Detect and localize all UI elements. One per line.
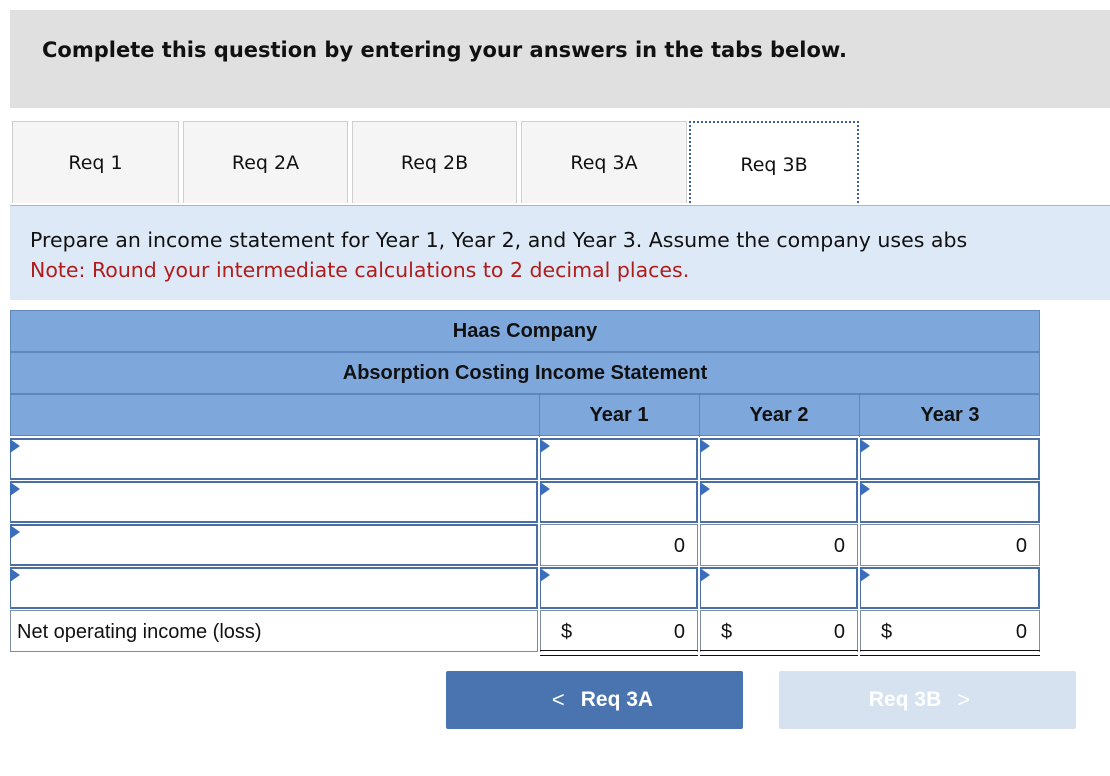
net-income-year3-value: 0 (1015, 621, 1027, 643)
statement-title-row (10, 352, 1040, 394)
column-year-3: Year 3 (920, 404, 980, 426)
double-underline (540, 650, 698, 656)
currency-symbol: $ (881, 621, 893, 643)
double-underline (700, 650, 858, 656)
currency-symbol: $ (561, 621, 573, 643)
tab-req-2a[interactable]: Req 2A (183, 121, 348, 203)
tab-req-2b[interactable]: Req 2B (352, 121, 517, 203)
table-row (10, 524, 1040, 566)
column-year-2: Year 2 (749, 404, 809, 426)
table-row (10, 481, 1040, 523)
row3-year1-value (540, 524, 698, 566)
tab-req-3a[interactable]: Req 3A (521, 121, 687, 203)
table-row (10, 567, 1040, 609)
next-button-label: Req 3B (868, 688, 942, 711)
row4-year3-input[interactable] (860, 567, 1040, 609)
row1-year3-input[interactable] (860, 438, 1040, 480)
net-income-row (10, 610, 1040, 652)
net-income-year2-value: 0 (833, 621, 845, 643)
instruction-text: Prepare an income statement for Year 1, Year 2, and Year 3. Assume the company uses abs (30, 228, 968, 252)
net-income-year3 (860, 610, 1040, 652)
statement-title: Absorption Costing Income Statement (342, 362, 708, 384)
next-req-3b-button[interactable] (779, 671, 1076, 729)
row1-year2-input[interactable] (700, 438, 858, 480)
row2-year1-input[interactable] (540, 481, 698, 523)
company-header-row (10, 310, 1040, 352)
row4-year1-input[interactable] (540, 567, 698, 609)
company-name: Haas Company (452, 320, 598, 342)
column-year-1: Year 1 (589, 404, 649, 426)
prev-req-3a-button[interactable] (446, 671, 743, 729)
rounding-note: Note: Round your intermediate calculations to 2 decimal places. (30, 258, 690, 282)
double-underline (860, 650, 1040, 656)
row3-year3-value (860, 524, 1040, 566)
row3-year2-value (700, 524, 858, 566)
row2-label-dropdown[interactable] (10, 481, 538, 523)
chevron-right-icon: > (957, 687, 971, 712)
net-income-year1 (540, 610, 698, 652)
net-income-label-cell (10, 610, 538, 652)
row3-year3-text: 0 (1015, 535, 1027, 557)
row1-label-dropdown[interactable] (10, 438, 538, 480)
table-row (10, 438, 1040, 480)
row3-label-dropdown[interactable] (10, 524, 538, 566)
row3-year2-text: 0 (833, 535, 845, 557)
row2-year2-input[interactable] (700, 481, 858, 523)
instructions-panel (10, 205, 1110, 300)
header-text: Complete this question by entering your answers in the tabs below. (42, 38, 847, 62)
tab-req-3b[interactable]: Req 3B (689, 121, 859, 207)
row4-label-dropdown[interactable] (10, 567, 538, 609)
instructions-header (10, 10, 1110, 108)
tab-req-1[interactable]: Req 1 (12, 121, 179, 203)
net-income-year1-value: 0 (673, 621, 685, 643)
currency-symbol: $ (721, 621, 733, 643)
tab-bar (12, 121, 1110, 205)
row3-year1-text: 0 (673, 535, 685, 557)
row1-year1-input[interactable] (540, 438, 698, 480)
chevron-left-icon: < (551, 687, 565, 712)
net-income-year2 (700, 610, 858, 652)
row2-year3-input[interactable] (860, 481, 1040, 523)
column-header-row (10, 394, 1040, 436)
net-income-label: Net operating income (loss) (17, 621, 262, 643)
prev-button-label: Req 3A (580, 688, 654, 711)
row4-year2-input[interactable] (700, 567, 858, 609)
